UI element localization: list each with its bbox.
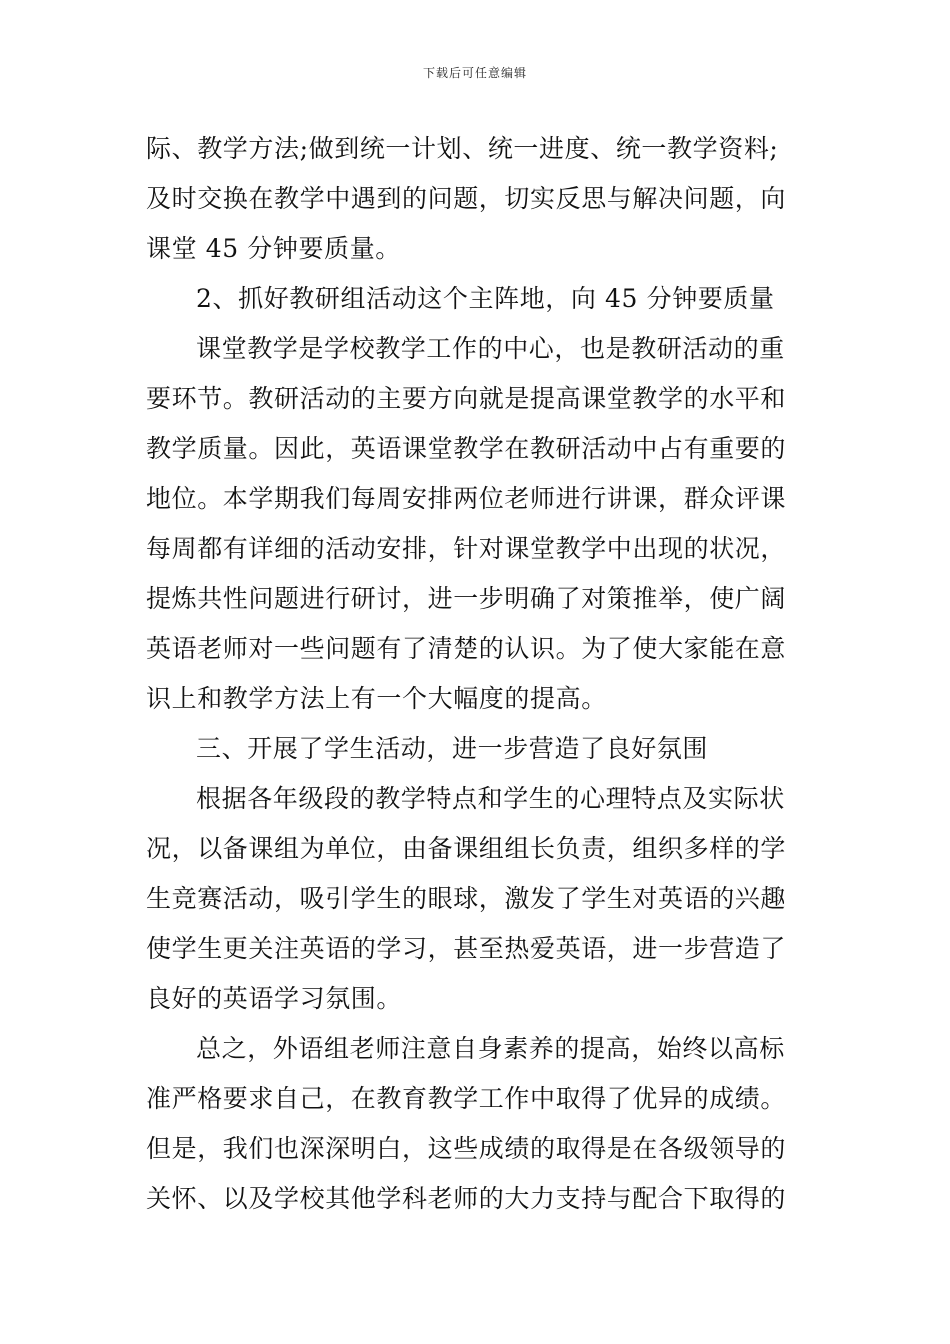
text-line: 生竞赛活动，吸引学生的眼球，激发了学生对英语的兴趣 xyxy=(146,884,787,913)
text-line: 要环节。教研活动的主要方向就是提高课堂教学的水平和 xyxy=(146,384,787,413)
text-line: 关怀、以及学校其他学科老师的大力支持与配合下取得的 xyxy=(146,1184,787,1213)
text-line: 教学质量。因此，英语课堂教学在教研活动中占有重要的 xyxy=(146,434,787,463)
text-line: 及时交换在教学中遇到的问题，切实反思与解决问题，向 xyxy=(146,184,787,213)
text-line: 良好的英语学习氛围。 xyxy=(146,984,403,1013)
text-line: 每周都有详细的活动安排，针对课堂教学中出现的状况， xyxy=(146,534,787,563)
text-line: 地位。本学期我们每周安排两位老师进行讲课，群众评课 xyxy=(146,484,787,513)
text-line: 识上和教学方法上有一个大幅度的提高。 xyxy=(146,684,607,713)
text-line: 准严格要求自己，在教育教学工作中取得了优异的成绩。 xyxy=(146,1084,787,1113)
text-line: 课堂教学是学校教学工作的中心，也是教研活动的重 xyxy=(196,334,785,363)
text-line: 使学生更关注英语的学习，甚至热爱英语，进一步营造了 xyxy=(146,934,787,963)
text-line: 提炼共性问题进行研讨，进一步明确了对策推举，使广阔 xyxy=(146,584,787,613)
text-line: 况，以备课组为单位，由备课组组长负责，组织多样的学 xyxy=(146,834,787,863)
text-line: 课堂 45 分钟要质量。 xyxy=(146,234,401,263)
page-header: 下载后可任意编辑 xyxy=(422,66,527,80)
text-line: 英语老师对一些问题有了清楚的认识。为了使大家能在意 xyxy=(146,634,787,663)
text-line: 际、教学方法;做到统一计划、统一进度、统一教学资料; xyxy=(146,134,779,163)
section-heading: 三、开展了学生活动，进一步营造了良好氛围 xyxy=(196,734,709,763)
section-heading: 2、抓好教研组活动这个主阵地，向 45 分钟要质量 xyxy=(196,284,775,313)
text-line: 根据各年级段的教学特点和学生的心理特点及实际状 xyxy=(196,784,785,813)
text-line: 总之，外语组老师注意自身素养的提高，始终以高标 xyxy=(196,1034,785,1063)
text-line: 但是，我们也深深明白，这些成绩的取得是在各级领导的 xyxy=(146,1134,787,1163)
